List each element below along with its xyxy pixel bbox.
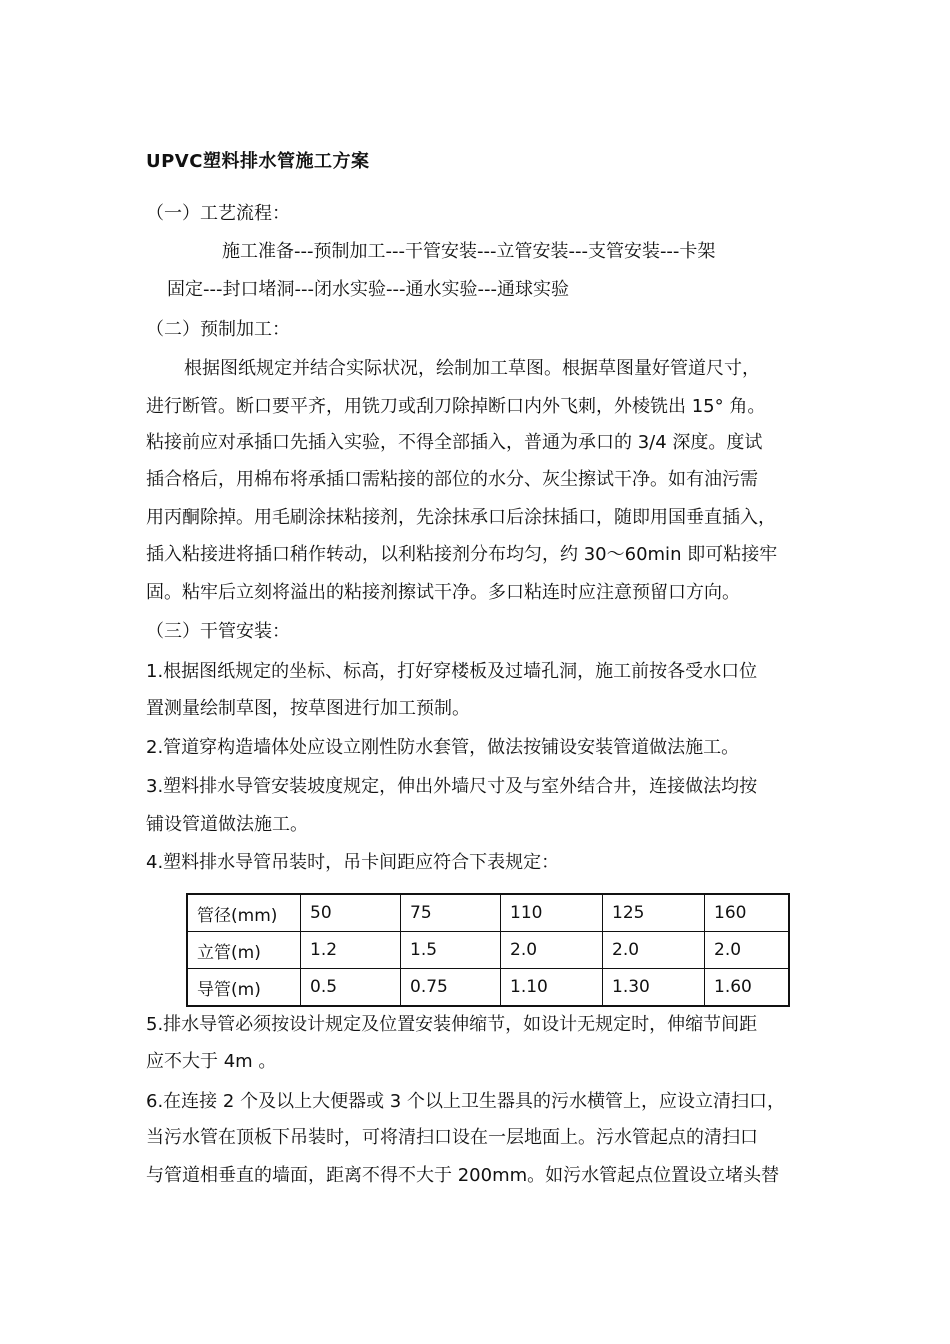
- table-cell: 1.5: [401, 932, 501, 969]
- section-2-paragraph-line: 粘接前应对承插口先插入实验，不得全部插入，普通为承口的 3/4 深度。度试: [146, 432, 763, 453]
- table-cell: 160: [705, 894, 790, 932]
- section-3-item-line: 4.塑料排水导管吊装时，吊卡间距应符合下表规定：: [146, 852, 560, 873]
- table-cell: 管径(mm): [187, 894, 301, 932]
- process-flow-line-1: 施工准备---预制加工---干管安装---立管安装---支管安装---卡架: [222, 241, 716, 262]
- process-flow-line-2: 固定---封口堵洞---闭水实验---通水实验---通球实验: [167, 279, 569, 300]
- table-cell: 2.0: [705, 932, 790, 969]
- section-3-item-line: 铺设管道做法施工。: [146, 814, 308, 835]
- table-cell: 110: [501, 894, 603, 932]
- section-2-paragraph-line: 插入粘接进将插口稍作转动，以利粘接剂分布均匀，约 30～60min 即可粘接牢: [146, 544, 778, 565]
- table-cell: 0.75: [401, 969, 501, 1007]
- section-3-heading: （三）干管安装：: [146, 621, 290, 642]
- section-2-paragraph-line: 固。粘牢后立刻将溢出的粘接剂擦试干净。多口粘连时应注意预留口方向。: [146, 582, 740, 603]
- section-3-item-line: 2.管道穿构造墙体处应设立刚性防水套管，做法按铺设安装管道做法施工。: [146, 737, 740, 758]
- section-1-heading: （一）工艺流程：: [146, 203, 290, 224]
- section-2-heading: （二）预制加工：: [146, 319, 290, 340]
- table-row: [187, 932, 789, 969]
- section-3-item-line: 6.在连接 2 个及以上大便器或 3 个以上卫生器具的污水横管上，应设立清扫口，: [146, 1091, 785, 1112]
- hanger-spacing-table: [186, 893, 790, 1007]
- table-cell: 立管(m): [187, 932, 301, 969]
- section-3-item-line: 置测量绘制草图，按草图进行加工预制。: [146, 698, 470, 719]
- section-3-item-line: 应不大于 4m 。: [146, 1051, 277, 1072]
- section-3-item-line: 当污水管在顶板下吊装时，可将清扫口设在一层地面上。污水管起点的清扫口: [146, 1127, 758, 1148]
- table-row: [187, 969, 789, 1007]
- section-2-paragraph-line: 用丙酮除掉。用毛刷涂抹粘接剂，先涂抹承口后涂抹插口，随即用国垂直插入，: [146, 507, 776, 528]
- table-cell: 1.2: [301, 932, 401, 969]
- table-cell: 1.10: [501, 969, 603, 1007]
- table-cell: 1.60: [705, 969, 790, 1007]
- table-cell: 1.30: [603, 969, 705, 1007]
- table-cell: 2.0: [603, 932, 705, 969]
- section-2-paragraph-line: 进行断管。断口要平齐，用铣刀或刮刀除掉断口内外飞刺，外棱铣出 15° 角。: [146, 396, 766, 417]
- table-cell: 2.0: [501, 932, 603, 969]
- section-3-item-line: 5.排水导管必须按设计规定及位置安装伸缩节，如设计无规定时，伸缩节间距: [146, 1014, 758, 1035]
- section-2-paragraph-line: 插合格后，用棉布将承插口需粘接的部位的水分、灰尘擦试干净。如有油污需: [146, 469, 758, 490]
- section-3-item-line: 3.塑料排水导管安装坡度规定，伸出外墙尺寸及与室外结合井，连接做法均按: [146, 776, 758, 797]
- section-3-item-line: 与管道相垂直的墙面，距离不得不大于 200mm。如污水管起点位置设立堵头替: [146, 1165, 780, 1186]
- table-cell: 50: [301, 894, 401, 932]
- table-cell: 导管(m): [187, 969, 301, 1007]
- table-cell: 75: [401, 894, 501, 932]
- table-cell: 0.5: [301, 969, 401, 1007]
- table-cell: 125: [603, 894, 705, 932]
- section-3-item-line: 1.根据图纸规定的坐标、标高，打好穿楼板及过墙孔洞，施工前按各受水口位: [146, 661, 758, 682]
- page-title: UPVC塑料排水管施工方案: [146, 151, 370, 172]
- table-row: [187, 894, 789, 932]
- section-2-paragraph-line: 根据图纸规定并结合实际状况，绘制加工草图。根据草图量好管道尺寸，: [184, 358, 760, 379]
